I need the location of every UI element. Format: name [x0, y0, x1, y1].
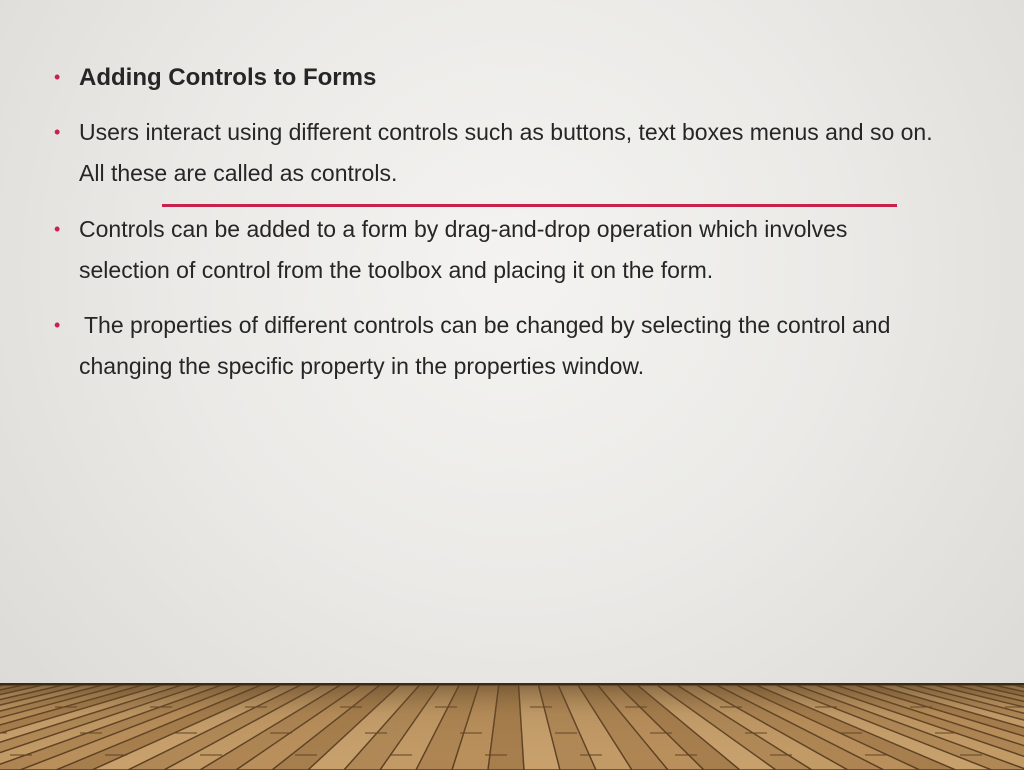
bullet-marker: •: [54, 67, 61, 87]
wood-floor-image: [0, 685, 1024, 770]
wood-floor-decoration: [0, 683, 1024, 770]
bullet-marker: •: [54, 122, 61, 142]
bullet-text: Adding Controls to Forms: [79, 64, 377, 91]
bullet-item-heading: [54, 57, 934, 98]
bullet-item-controls-intro: [54, 112, 934, 194]
bullet-marker: •: [54, 219, 61, 239]
bullet-item-drag-drop: [54, 209, 934, 291]
bullet-marker: •: [54, 315, 61, 335]
accent-divider-line: [162, 204, 897, 207]
bullet-item-properties: [54, 305, 934, 387]
bullet-text: The properties of different controls can be changed by selecting the control and changing the specific property in the properties window.: [79, 312, 891, 379]
bullet-text: Users interact using different controls such as buttons, text boxes menus and so on. All these are called as controls.: [79, 119, 933, 186]
bullet-text: Controls can be added to a form by drag-and-drop operation which involves selection of control from the toolbox and placing it on the form.: [79, 216, 848, 283]
